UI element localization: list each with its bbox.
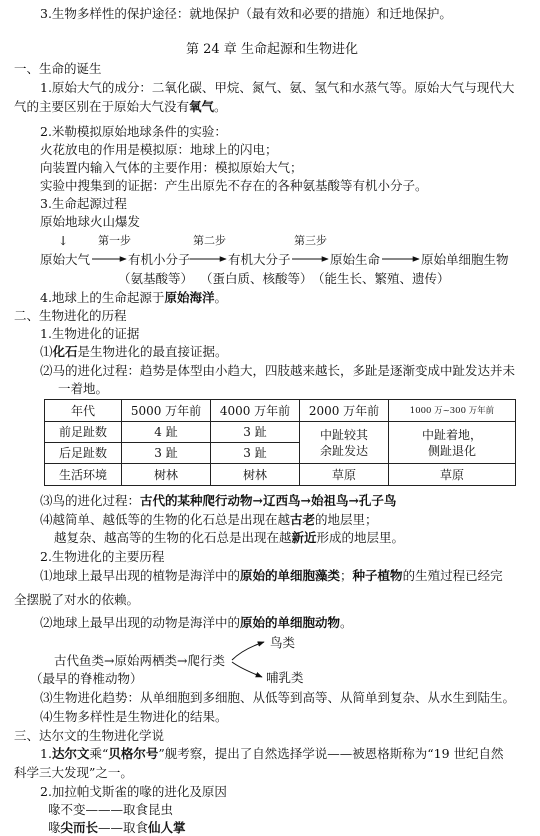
plant-text-1: ⑴地球上最早出现的植物是海洋中的 — [40, 568, 241, 583]
note-life-traits: （能生长、繁殖、遗传） — [312, 271, 450, 286]
main-course-title: 2.生物进化的主要历程 — [40, 549, 165, 564]
branch-arrow-bird-icon — [232, 642, 264, 660]
mammal-label: 哺乳类 — [266, 670, 304, 685]
beagle-term: 贝格尔号 — [108, 746, 159, 761]
protection-line: 3.生物多样性的保护途径：就地保护（最有效和必要的措施）和迁地保护。 — [40, 6, 452, 21]
unicellular-animal-term: 原始的单细胞动物 — [240, 615, 341, 630]
ancient-term: 古老 — [290, 512, 316, 527]
table-cell: 3 趾 — [122, 443, 211, 464]
bird-evolution-chain: 古代的某种爬行动物→辽西鸟→始祖鸟→孔子鸟 — [140, 493, 397, 508]
origin-start: 原始地球火山爆发 — [40, 214, 141, 229]
plant-sep: ； — [340, 568, 353, 583]
table-cell: 树林 — [211, 464, 300, 486]
step-2-label: 第二步 — [193, 234, 226, 247]
chapter-title: 第 24 章 生命起源和生物进化 — [186, 42, 358, 57]
flow-primitive-life: 原始生命 — [330, 252, 381, 267]
step-1-label: 第一步 — [98, 234, 131, 247]
section-heading-1: 一、生命的诞生 — [14, 61, 102, 76]
flow-large-molecules: 有机大分子 — [228, 252, 291, 267]
atmosphere-end: 。 — [214, 99, 227, 114]
table-cell: 4 趾 — [122, 422, 211, 443]
cell-line: 余趾发达 — [319, 443, 368, 458]
primitive-ocean-term: 原始海洋 — [164, 290, 215, 305]
table-cell: 3 趾 — [211, 443, 300, 464]
down-arrow-icon: ↓ — [58, 233, 69, 248]
darwin-rest: ”舰考察，提出了自然选择学说——被恩格斯称为“19 世纪自然 — [158, 746, 504, 761]
animal-text: ⑵地球上最早出现的动物是海洋中的 — [40, 615, 241, 630]
recent-term: 新近 — [291, 530, 317, 545]
evidence-title: 1.生物进化的证据 — [40, 326, 140, 341]
fossil-term: 化石 — [52, 344, 78, 359]
darwin-term: 达尔文 — [51, 746, 90, 761]
table-cell: 年代 — [45, 400, 122, 422]
miller-line-2: 向装置内输入气体的主要作用：模拟原始大气； — [40, 160, 303, 175]
section-heading-3: 三、达尔文的生物进化学说 — [14, 728, 165, 743]
seed-plant-term: 种子植物 — [352, 568, 403, 583]
plant-line-2: 全摆脱了对水的依赖。 — [14, 592, 140, 607]
oxygen-term: 氧气 — [189, 99, 215, 114]
old-layer-text: ⑷越简单、越低等的生物的化石总是出现在越 — [40, 512, 291, 527]
atmosphere-text: 气的主要区别在于原始大气没有 — [14, 99, 190, 114]
table-cell: 5000 万年前 — [122, 400, 211, 422]
darwin-text: 乘“ — [89, 746, 109, 761]
flow-small-molecules: 有机小分子 — [128, 252, 191, 267]
new-layer-text: 越复杂、越高等的生物的化石总是出现在越 — [54, 530, 292, 545]
new-layer-end: 形成的地层里。 — [316, 530, 405, 545]
table-cell: 4000 万年前 — [211, 400, 300, 422]
flow-unicellular: 原始单细胞生物 — [421, 252, 509, 267]
finch-line-1: 喙不变———取食昆虫 — [48, 802, 174, 817]
sharp-long-term: 尖而长 — [60, 820, 99, 835]
origin-place-end: 。 — [214, 290, 227, 305]
origin-title: 3.生命起源过程 — [40, 196, 127, 211]
table-cell: 树林 — [122, 464, 211, 486]
note-amino-acids: （氨基酸等） — [118, 271, 194, 286]
cell-line: 中趾较其 — [319, 427, 368, 442]
note-protein-nucleic: （蛋白质、核酸等） — [200, 271, 313, 286]
cell-line: 中趾着地， — [421, 427, 482, 442]
fossil-text: 是生物进化的最直接证据。 — [77, 344, 228, 359]
table-cell: 后足趾数 — [45, 443, 122, 464]
darwin-line-2: 科学三大发现”之一。 — [14, 765, 133, 780]
horse-line-1: ⑵马的进化过程：趋势是体型由小趋大，四肢越来越长，多趾是逐渐变成中趾发达并未 — [40, 363, 516, 378]
bird-label: 鸟类 — [270, 635, 296, 650]
step-3-label: 第三步 — [294, 234, 327, 247]
finch-beak: 喙 — [48, 820, 61, 835]
plant-text-2: 的生殖过程已经完 — [402, 568, 503, 583]
flow-primitive-atmosphere: 原始大气 — [40, 252, 91, 267]
horse-line-2: 一着地。 — [58, 381, 109, 396]
miller-line-1: 火花放电的作用是模拟原：地球上的闪电； — [40, 142, 278, 157]
miller-line-3: 实验中搜集到的证据：产生出原先不存在的各种氨基酸等有机小分子。 — [40, 178, 428, 193]
table-cell: 前足趾数 — [45, 422, 122, 443]
miller-title: 2.米勒模拟原始地球条件的实验： — [40, 124, 227, 139]
branch-arrow-mammal-icon — [232, 662, 262, 677]
darwin-num: 1. — [40, 746, 52, 761]
finch-title: 2.加拉帕戈斯雀的喙的进化及原因 — [40, 784, 227, 799]
algae-term: 原始的单细胞藻类 — [240, 568, 341, 583]
table-cell: 2000 万年前 — [300, 400, 389, 422]
finch-feed: ——取食 — [98, 820, 149, 835]
table-cell: 1000 万~300 万年前 — [389, 400, 516, 422]
cactus-term: 仙人掌 — [148, 820, 186, 835]
fossil-num: ⑴ — [40, 344, 53, 359]
table-cell: 3 趾 — [211, 422, 300, 443]
diversity-line: ⑷生物多样性是生物进化的结果。 — [40, 709, 228, 724]
table-cell: 草原 — [300, 464, 389, 486]
cell-line: 侧趾退化 — [427, 443, 476, 458]
earliest-vertebrate-note: （最早的脊椎动物） — [30, 671, 143, 686]
old-layer-end: 的地层里； — [315, 512, 378, 527]
bird-evolution-label: ⑶鸟的进化过程： — [40, 493, 141, 508]
atmosphere-line-1: 1.原始大气的成分：二氧化碳、甲烷、氮气、氨、氢气和水蒸气等。原始大气与现代大 — [40, 80, 515, 95]
origin-place-text: 4.地球上的生命起源于 — [40, 290, 165, 305]
evolution-trend: ⑶生物进化趋势：从单细胞到多细胞、从低等到高等、从简单到复杂、从水生到陆生。 — [40, 690, 516, 705]
vertebrate-chain: 古代鱼类→原始两栖类→爬行类 — [54, 653, 225, 668]
animal-end: 。 — [340, 615, 353, 630]
table-cell: 生活环境 — [45, 464, 122, 486]
section-heading-2: 二、生物进化的历程 — [14, 308, 127, 323]
table-cell: 草原 — [389, 464, 516, 486]
